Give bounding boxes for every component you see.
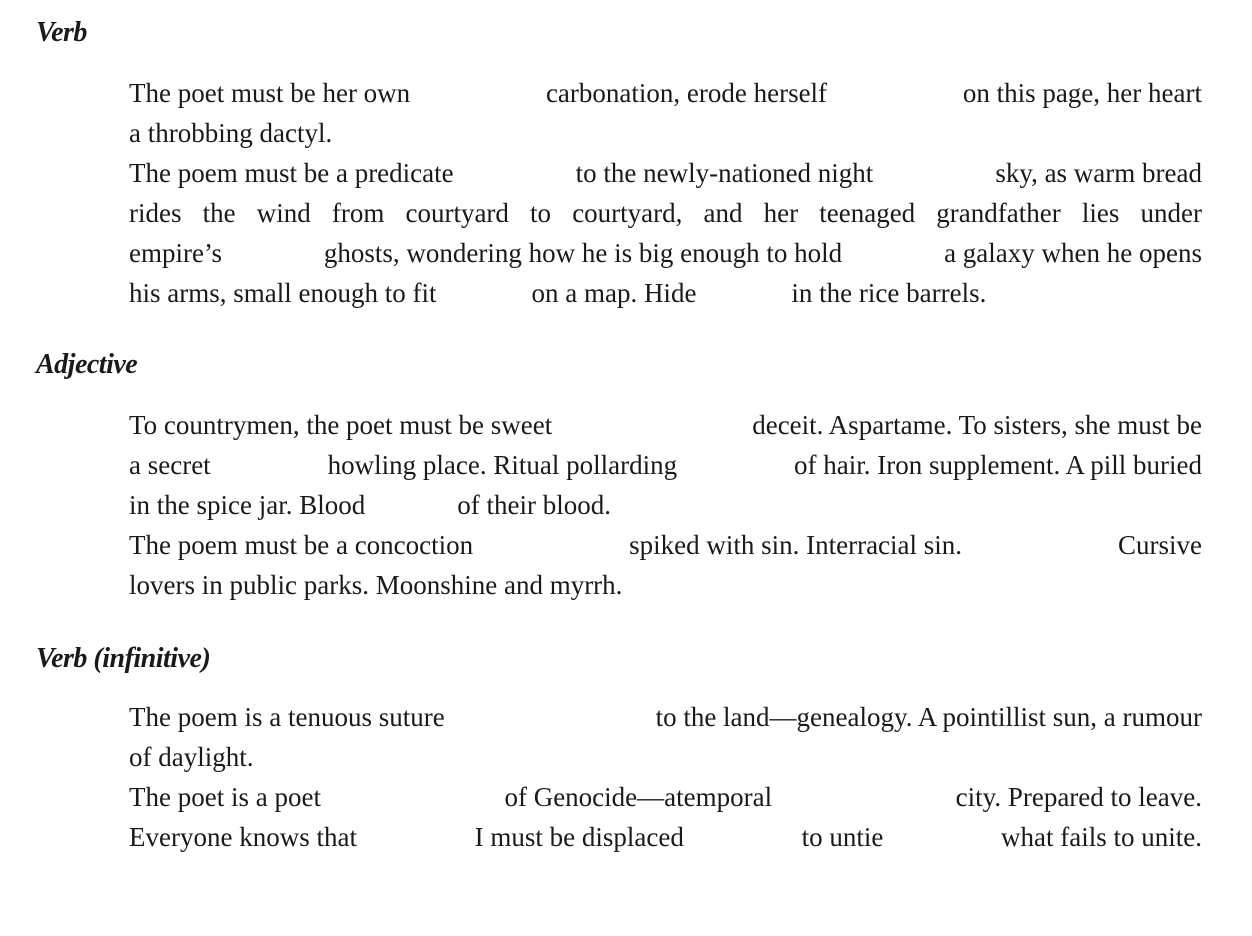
line-segment: carbonation, erode herself <box>545 78 828 108</box>
line-segment: ghosts, wondering how he is big enough to hold <box>323 238 843 268</box>
line-segment: on a map. Hide <box>531 278 697 308</box>
line-word: the <box>202 198 236 228</box>
poem-line <box>129 193 1202 233</box>
line-segment: what fails to unite. <box>1001 822 1202 852</box>
poem-line <box>129 153 1202 193</box>
line-segment: sky, as warm bread <box>995 158 1202 188</box>
poem-line <box>129 113 1202 153</box>
line-word: courtyard <box>405 198 509 228</box>
line-segment: in the rice barrels. <box>791 278 987 308</box>
stanza-adjective <box>129 405 1202 605</box>
section-heading-verb-infinitive: Verb (infinitive) <box>36 643 211 674</box>
line-segment: The poet is a poet <box>129 782 321 812</box>
line-segment: Cursive <box>1118 530 1202 560</box>
line-segment: Everyone knows that <box>129 822 357 852</box>
poem-line <box>129 445 1202 485</box>
section-heading-adjective: Adjective <box>36 349 138 380</box>
poem-line <box>129 273 1202 313</box>
line-word: rides <box>129 198 182 228</box>
line-word: and <box>703 198 743 228</box>
poem-line <box>129 697 1202 737</box>
line-segment: of Genocide—atemporal <box>504 782 773 812</box>
line-segment: to the newly-nationed night <box>575 158 874 188</box>
line-segment: The poem is a tenuous suture <box>129 702 445 732</box>
poem-line <box>129 233 1202 273</box>
poem-line <box>129 817 1202 857</box>
line-word: teenaged <box>819 198 916 228</box>
poem-line <box>129 565 1202 605</box>
poem-line <box>129 485 1202 525</box>
line-word: under <box>1140 198 1202 228</box>
line-segment: a throbbing dactyl. <box>129 118 333 148</box>
poem-line <box>129 777 1202 817</box>
line-segment: deceit. Aspartame. To sisters, she must be <box>752 410 1202 440</box>
section-heading-verb: Verb <box>36 17 87 48</box>
poem-line <box>129 405 1202 445</box>
line-segment: To countrymen, the poet must be sweet <box>129 410 553 440</box>
line-word: wind <box>256 198 311 228</box>
line-segment: of their blood. <box>457 490 611 520</box>
line-segment: The poem must be a concoction <box>129 530 474 560</box>
line-segment: spiked with sin. Interracial sin. <box>629 530 963 560</box>
line-segment: The poet must be her own <box>129 78 411 108</box>
line-segment: I must be displaced <box>474 822 684 852</box>
line-segment: a galaxy when he opens <box>944 238 1202 268</box>
line-segment: of hair. Iron supplement. A pill buried <box>794 450 1202 480</box>
line-segment: to untie <box>801 822 884 852</box>
poem-line <box>129 525 1202 565</box>
poem-line <box>129 737 1202 777</box>
line-segment: empire’s <box>129 238 222 268</box>
line-segment: of daylight. <box>129 742 254 772</box>
line-segment: a secret <box>129 450 211 480</box>
poem-line <box>129 73 1202 113</box>
line-word: lies <box>1081 198 1120 228</box>
line-segment: howling place. Ritual pollarding <box>327 450 678 480</box>
line-word: her <box>763 198 799 228</box>
line-word: grandfather <box>936 198 1061 228</box>
stanza-verb-infinitive <box>129 697 1202 857</box>
stanza-verb <box>129 73 1202 313</box>
line-word: from <box>331 198 385 228</box>
line-segment: on this page, her heart <box>962 78 1202 108</box>
line-segment: The poem must be a predicate <box>129 158 454 188</box>
line-segment: in the spice jar. Blood <box>129 490 366 520</box>
line-segment: city. Prepared to leave. <box>955 782 1202 812</box>
line-segment: to the land—genealogy. A pointillist sun, a rumour <box>655 702 1202 732</box>
line-word: courtyard, <box>572 198 683 228</box>
line-word: to <box>530 198 552 228</box>
line-segment: his arms, small enough to fit <box>129 278 437 308</box>
line-segment: lovers in public parks. Moonshine and myrrh. <box>129 570 623 600</box>
